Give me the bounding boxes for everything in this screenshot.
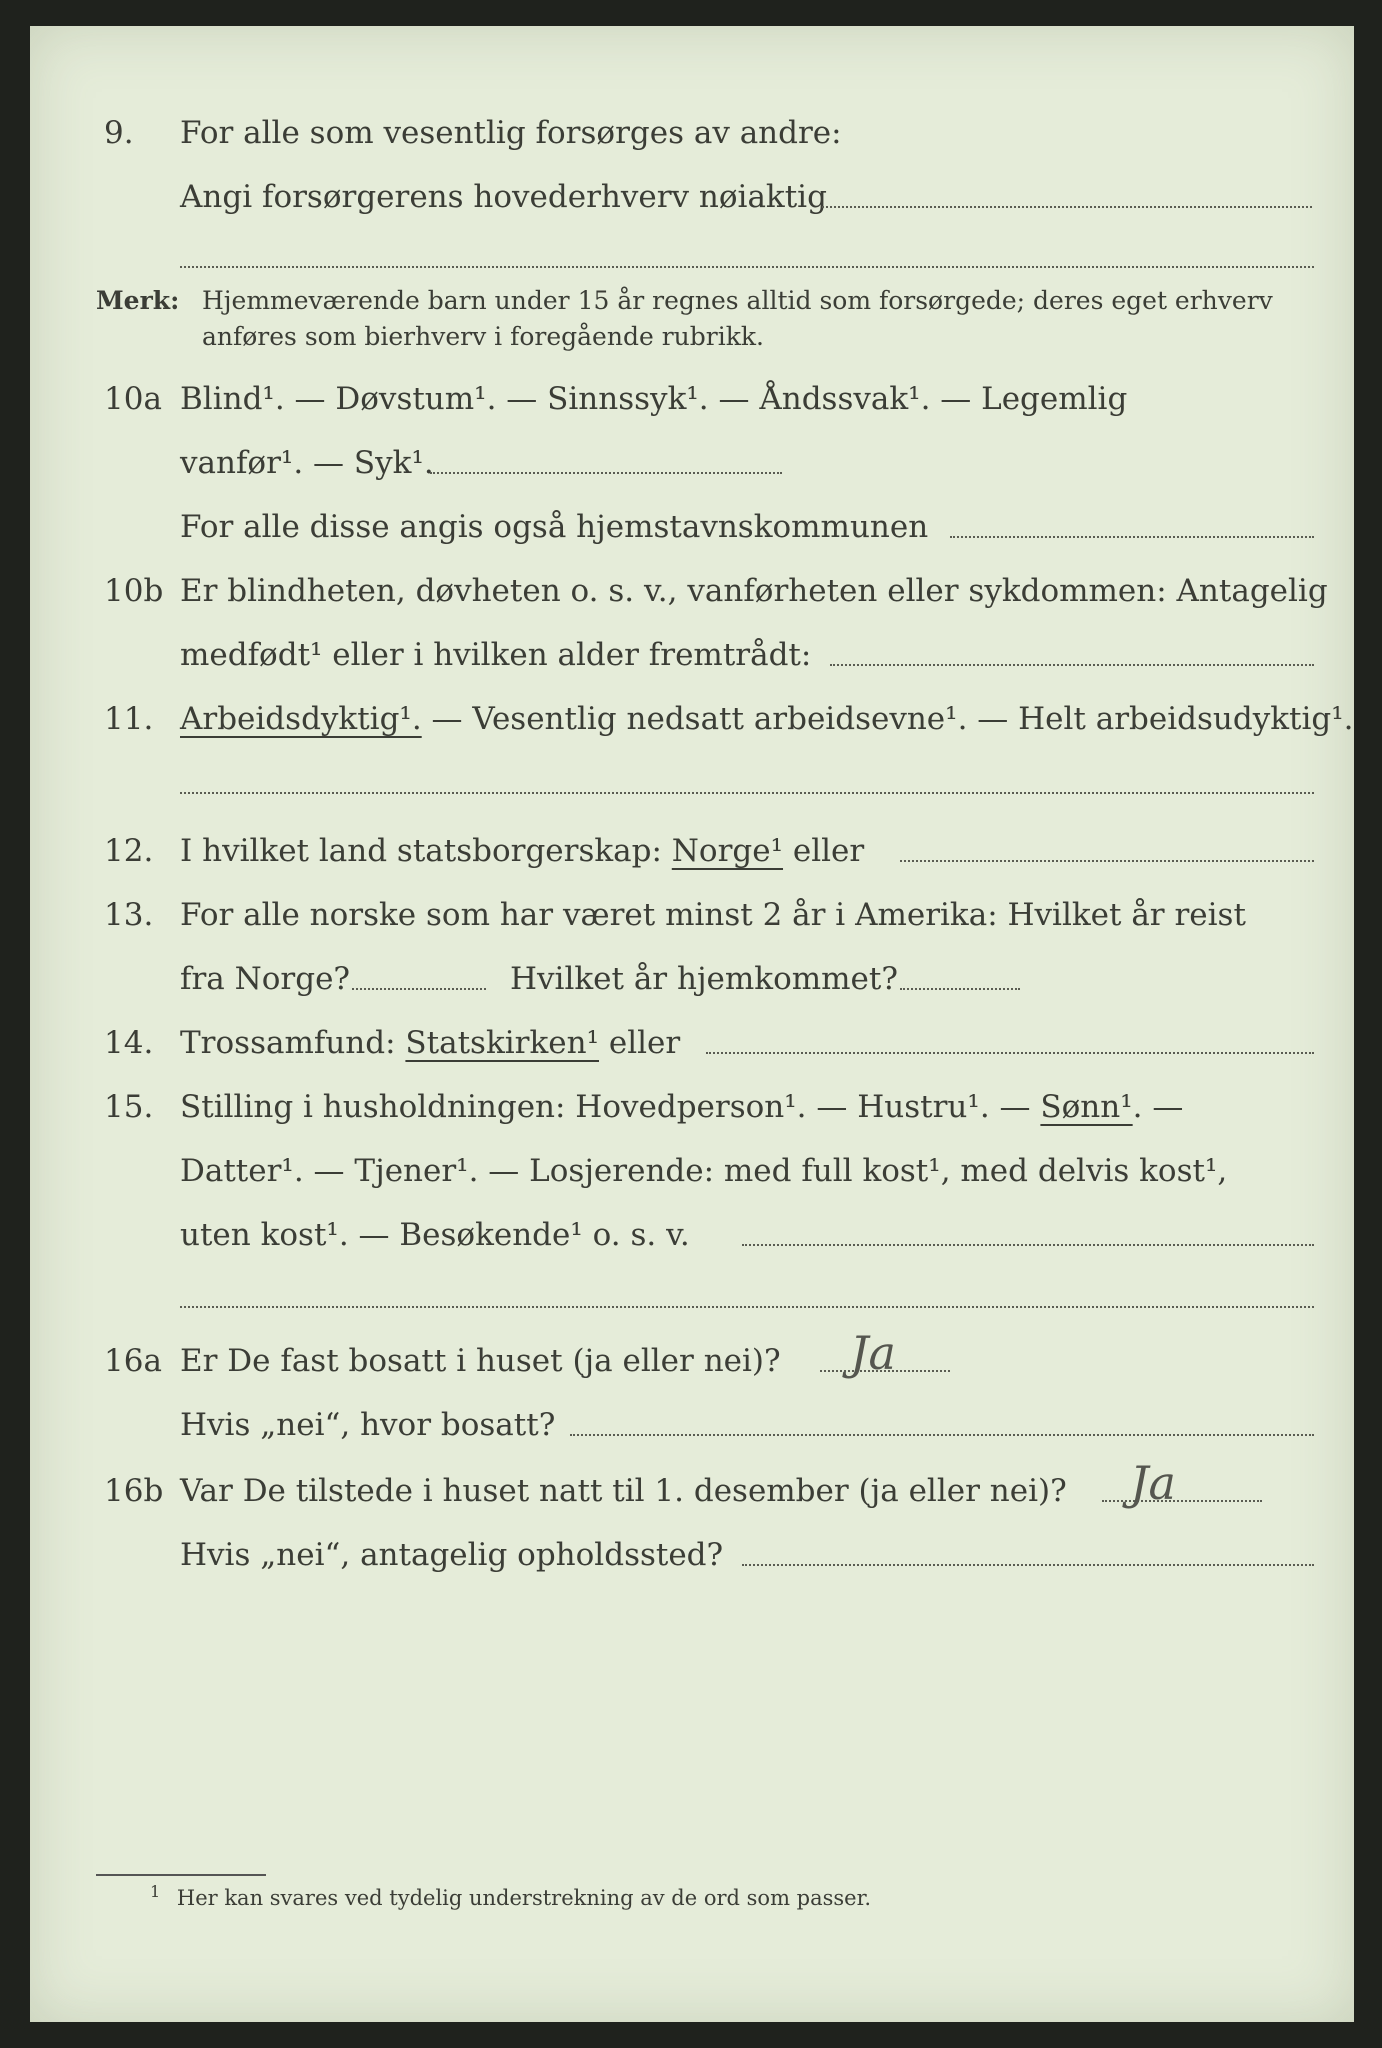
- q12-pre: I hvilket land statsborgerskap:: [180, 833, 672, 869]
- q13-reist-answer-line[interactable]: [352, 988, 486, 990]
- q16b-number: 16b: [104, 1473, 164, 1509]
- q10b-text-2: medfødt¹ eller i hvilken alder fremtrådt:: [180, 637, 812, 673]
- q9-number: 9.: [104, 115, 134, 151]
- merk-label: Merk:: [96, 286, 180, 315]
- q14-number: 14.: [104, 1025, 154, 1061]
- q12-post: eller: [783, 833, 865, 869]
- q16a-text-2: Hvis „nei“, hvor bosatt?: [180, 1407, 556, 1443]
- merk-text-1: Hjemmeværende barn under 15 år regnes alltid som forsørgede; deres eget erhverv: [202, 286, 1273, 315]
- footnote-divider: [96, 1874, 266, 1876]
- q9-text-2: Angi forsørgerens hovederhverv nøiaktig: [180, 179, 827, 215]
- q10a-text-1: Blind¹. — Døvstum¹. — Sinnssyk¹. — Åndssvak¹. — Legemlig: [180, 381, 1128, 417]
- q11-number: 11.: [104, 701, 154, 737]
- q9-answer-line-2[interactable]: [180, 266, 1314, 268]
- q16a-handwritten-answer: Ja: [850, 1326, 896, 1380]
- footnote-text: Her kan svares ved tydelig understrekning av de ord som passer.: [176, 1886, 872, 1910]
- q12-answer-line[interactable]: [900, 860, 1314, 862]
- census-form-page: [30, 26, 1354, 2022]
- q13-hjemkommet-answer-line[interactable]: [900, 988, 1020, 990]
- q15-post: . —: [1132, 1089, 1184, 1125]
- q9-answer-line[interactable]: [822, 206, 1312, 208]
- q13-text-1: For alle norske som har været minst 2 år i Amerika: Hvilket år reist: [180, 897, 1246, 933]
- q13-text-2a: fra Norge?: [180, 961, 351, 997]
- q15-pre: Stilling i husholdningen: Hovedperson¹. — Hustru¹. —: [180, 1089, 1041, 1125]
- q16b-text-2: Hvis „nei“, antagelig opholdssted?: [180, 1537, 724, 1573]
- q16a-number: 16a: [104, 1343, 162, 1379]
- q15-text-1: [180, 1082, 1183, 1132]
- q16b-text-1: Var De tilstede i huset natt til 1. desember (ja eller nei)?: [180, 1473, 1067, 1509]
- q14-post: eller: [599, 1025, 681, 1061]
- q10a-text-3: For alle disse angis også hjemstavnskommunen: [180, 509, 929, 545]
- q15-text-3: uten kost¹. — Besøkende¹ o. s. v.: [180, 1217, 690, 1253]
- footnote-mark: 1: [150, 1882, 161, 1901]
- q10a-syk-answer-line[interactable]: [430, 472, 782, 474]
- q15-answer-line[interactable]: [742, 1244, 1314, 1246]
- q16a-bosatt-answer-line[interactable]: [570, 1434, 1314, 1436]
- q10a-number: 10a: [104, 381, 162, 417]
- footnote: [150, 1882, 872, 1910]
- q10a-kommune-answer-line[interactable]: [950, 536, 1314, 538]
- q14-statskirken-underlined[interactable]: Statskirken¹: [405, 1025, 599, 1061]
- q13-number: 13.: [104, 897, 154, 933]
- q11-rest: — Vesentlig nedsatt arbeidsevne¹. — Helt arbeidsudyktig¹.: [421, 701, 1354, 737]
- q15-text-2: Datter¹. — Tjener¹. — Losjerende: med full kost¹, med delvis kost¹,: [180, 1153, 1228, 1189]
- q16b-answer-line[interactable]: [1102, 1500, 1262, 1502]
- q12-text: [180, 826, 864, 876]
- q14-text: [180, 1018, 680, 1068]
- q10a-text-2: vanfør¹. — Syk¹.: [180, 445, 434, 481]
- q15-number: 15.: [104, 1089, 154, 1125]
- q13-text-2b: Hvilket år hjemkommet?: [510, 961, 898, 997]
- q11-arbeidsdyktig-underlined[interactable]: Arbeidsdyktig¹.: [180, 701, 422, 737]
- merk-text-2: anføres som bierhverv i foregående rubrikk.: [202, 322, 764, 351]
- q14-pre: Trossamfund:: [180, 1025, 406, 1061]
- q10b-text-1: Er blindheten, døvheten o. s. v., vanførheten eller sykdommen: Antagelig: [180, 573, 1328, 609]
- q9-text-1: For alle som vesentlig forsørges av andre:: [180, 115, 842, 151]
- q11-options: [180, 694, 1354, 744]
- q15-answer-line-2[interactable]: [180, 1306, 1314, 1308]
- q15-sonn-underlined[interactable]: Sønn¹: [1040, 1089, 1133, 1125]
- q11-answer-line[interactable]: [180, 792, 1314, 794]
- q12-number: 12.: [104, 833, 154, 869]
- q12-norge-underlined[interactable]: Norge¹: [671, 833, 784, 869]
- q10b-number: 10b: [104, 573, 164, 609]
- q16a-text-1: Er De fast bosatt i huset (ja eller nei)?: [180, 1343, 781, 1379]
- q16b-handwritten-answer: Ja: [1130, 1456, 1176, 1510]
- q16b-opholdssted-answer-line[interactable]: [742, 1564, 1314, 1566]
- q10b-answer-line[interactable]: [830, 664, 1314, 666]
- q14-answer-line[interactable]: [706, 1052, 1314, 1054]
